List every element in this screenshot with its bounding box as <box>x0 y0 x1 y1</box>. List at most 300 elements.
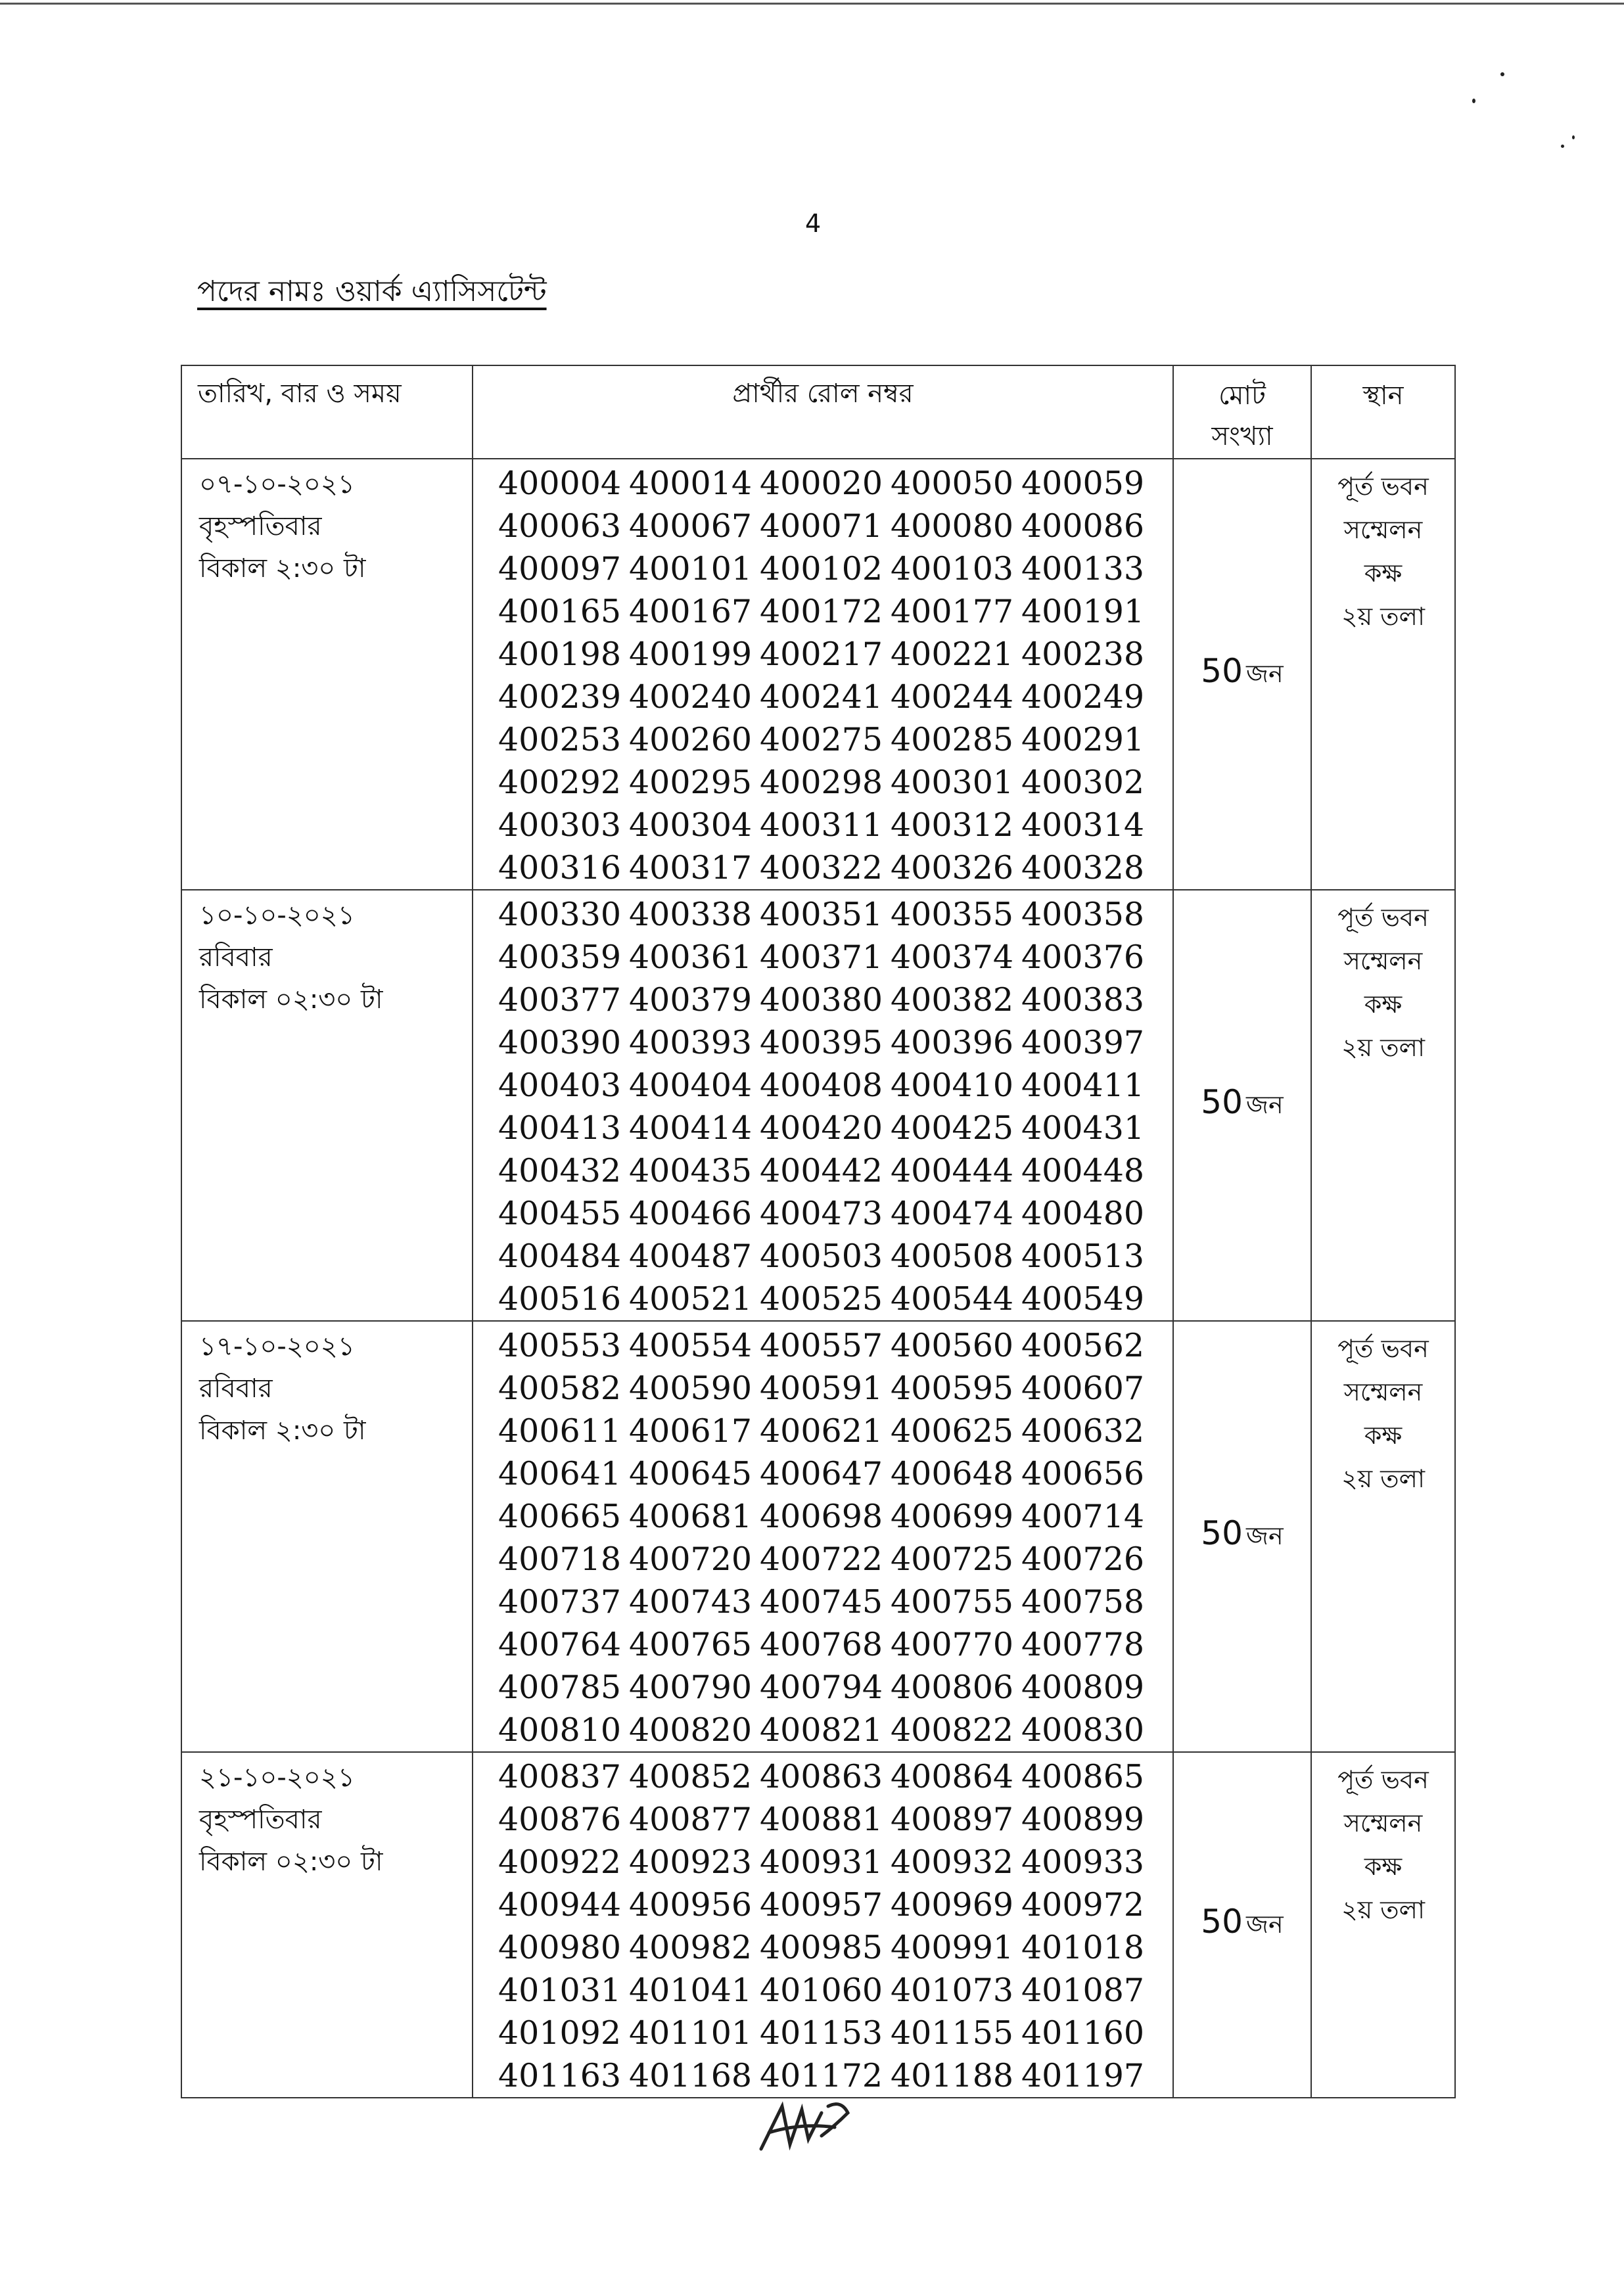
session-row <box>181 459 1455 890</box>
roll-number: 400897 <box>891 1801 1014 1838</box>
roll-number: 400720 <box>629 1540 753 1578</box>
roll-number: 401172 <box>760 2057 883 2094</box>
roll-row <box>498 1192 1172 1235</box>
roll-number: 400379 <box>629 981 753 1019</box>
scan-speck <box>1572 135 1575 139</box>
roll-number: 400291 <box>1021 721 1145 758</box>
roll-number: 400432 <box>498 1152 622 1190</box>
session-time: বিকাল ০২:৩০ টা <box>199 1847 383 1877</box>
session-date: ১০-১০-২০২১ <box>199 900 355 931</box>
roll-row <box>498 1495 1172 1538</box>
roll-number: 400326 <box>891 849 1014 887</box>
session-place-line: কক্ষ <box>1364 990 1403 1019</box>
roll-number: 400317 <box>629 849 753 887</box>
session-place-cell <box>1311 1752 1455 2098</box>
roll-number: 400425 <box>891 1109 1014 1147</box>
roll-number: 400785 <box>498 1669 622 1706</box>
roll-number: 400755 <box>891 1583 1014 1621</box>
roll-number: 400765 <box>629 1626 753 1663</box>
session-count-unit: জন <box>1246 1910 1284 1939</box>
roll-number: 400244 <box>891 678 1014 716</box>
roll-number: 400455 <box>498 1195 622 1232</box>
roll-number: 400582 <box>498 1370 622 1407</box>
roll-number: 400102 <box>760 550 883 588</box>
session-date-cell <box>181 1752 473 2098</box>
roll-number: 400794 <box>760 1669 883 1706</box>
roll-row <box>498 1883 1172 1926</box>
roll-number: 400097 <box>498 550 622 588</box>
roll-number: 400699 <box>891 1498 1014 1535</box>
roll-number: 400298 <box>760 764 883 801</box>
roll-number: 400922 <box>498 1843 622 1881</box>
session-place-line: কক্ষ <box>1364 1421 1403 1450</box>
roll-number: 400080 <box>891 507 1014 545</box>
roll-number: 401168 <box>629 2057 753 2094</box>
roll-number: 400059 <box>1021 465 1145 502</box>
signature-mark <box>756 2087 854 2159</box>
session-count: 50 <box>1201 652 1243 690</box>
session-day: বৃহস্পতিবার <box>199 1805 322 1835</box>
roll-number: 400554 <box>629 1327 753 1364</box>
session-count-unit: জন <box>1246 1521 1284 1550</box>
roll-number: 400877 <box>629 1801 753 1838</box>
roll-row <box>498 1324 1172 1367</box>
roll-number: 400374 <box>891 938 1014 976</box>
session-place-cell <box>1311 459 1455 890</box>
session-place-line: পূর্ত ভবন <box>1337 1765 1429 1794</box>
post-name-heading: পদের নামঃ ওয়ার্ক এ্যাসিসটেন্ট <box>197 275 547 308</box>
roll-row <box>498 1623 1172 1666</box>
roll-number: 400371 <box>760 938 883 976</box>
roll-row <box>498 1064 1172 1107</box>
roll-row <box>498 1538 1172 1581</box>
roll-number: 400295 <box>629 764 753 801</box>
session-place-line: কক্ষ <box>1364 559 1403 588</box>
session-count-cell <box>1173 459 1311 890</box>
roll-number: 401041 <box>629 1972 753 2009</box>
roll-number: 400312 <box>891 806 1014 844</box>
roll-number: 400304 <box>629 806 753 844</box>
roll-number: 400837 <box>498 1758 622 1795</box>
roll-row <box>498 1755 1172 1798</box>
roll-number: 400852 <box>629 1758 753 1795</box>
roll-number: 400648 <box>891 1455 1014 1492</box>
roll-number: 400645 <box>629 1455 753 1492</box>
roll-number: 400521 <box>629 1280 753 1318</box>
roll-number: 400985 <box>760 1929 883 1966</box>
roll-number: 400899 <box>1021 1801 1145 1838</box>
roll-number: 400560 <box>891 1327 1014 1364</box>
roll-number: 400431 <box>1021 1109 1145 1147</box>
roll-number: 400383 <box>1021 981 1145 1019</box>
roll-number: 400390 <box>498 1024 622 1061</box>
roll-number: 400410 <box>891 1067 1014 1104</box>
roll-row <box>498 1926 1172 1969</box>
session-date-cell <box>181 1321 473 1752</box>
session-row <box>181 890 1455 1321</box>
roll-number: 400420 <box>760 1109 883 1147</box>
roll-number: 400726 <box>1021 1540 1145 1578</box>
roll-number: 400253 <box>498 721 622 758</box>
roll-number: 400303 <box>498 806 622 844</box>
roll-number: 400474 <box>891 1195 1014 1232</box>
roll-number: 400050 <box>891 465 1014 502</box>
roll-number: 400881 <box>760 1801 883 1838</box>
session-count: 50 <box>1201 1903 1243 1941</box>
roll-number: 400311 <box>760 806 883 844</box>
roll-row <box>498 1666 1172 1709</box>
roll-row <box>498 1841 1172 1883</box>
roll-number: 400484 <box>498 1237 622 1275</box>
roll-number: 400980 <box>498 1929 622 1966</box>
roll-number: 400790 <box>629 1669 753 1706</box>
roll-row <box>498 1969 1172 2012</box>
roll-number: 400972 <box>1021 1886 1145 1924</box>
roll-number: 400806 <box>891 1669 1014 1706</box>
roll-number: 400328 <box>1021 849 1145 887</box>
session-place-line: ২য় তলা <box>1341 1895 1426 1924</box>
session-date-cell <box>181 890 473 1321</box>
roll-row <box>498 1021 1172 1064</box>
roll-number: 400737 <box>498 1583 622 1621</box>
session-time: বিকাল ২:৩০ টা <box>199 1416 366 1446</box>
session-date: ১৭-১০-২০২১ <box>199 1331 355 1362</box>
roll-number: 400621 <box>760 1412 883 1450</box>
roll-row <box>498 1107 1172 1149</box>
roll-number: 400177 <box>891 593 1014 630</box>
roll-number: 400487 <box>629 1237 753 1275</box>
roll-row <box>498 1367 1172 1410</box>
roll-number: 401092 <box>498 2014 622 2052</box>
roll-numbers-cell <box>473 1752 1173 2098</box>
roll-number: 400611 <box>498 1412 622 1450</box>
roll-number: 400982 <box>629 1929 753 1966</box>
roll-number: 400014 <box>629 465 753 502</box>
roll-number: 400764 <box>498 1626 622 1663</box>
scan-speck <box>1472 99 1475 103</box>
page-number: 4 <box>805 209 822 238</box>
roll-number: 400991 <box>891 1929 1014 1966</box>
roll-number: 400821 <box>760 1711 883 1749</box>
roll-number: 400376 <box>1021 938 1145 976</box>
roll-number: 400743 <box>629 1583 753 1621</box>
session-count-unit: জন <box>1246 1090 1284 1119</box>
roll-number: 400944 <box>498 1886 622 1924</box>
roll-row <box>498 590 1172 633</box>
roll-number: 401188 <box>891 2057 1014 2094</box>
roll-number: 401073 <box>891 1972 1014 2009</box>
roll-number: 401060 <box>760 1972 883 2009</box>
session-date: ২১-১০-২০২১ <box>199 1763 355 1793</box>
roll-number: 400435 <box>629 1152 753 1190</box>
roll-number: 400544 <box>891 1280 1014 1318</box>
roll-row <box>498 505 1172 547</box>
roll-number: 401160 <box>1021 2014 1145 2052</box>
roll-number: 400863 <box>760 1758 883 1795</box>
roll-number: 400020 <box>760 465 883 502</box>
roll-number: 401018 <box>1021 1929 1145 1966</box>
roll-number: 400314 <box>1021 806 1145 844</box>
roll-number: 400665 <box>498 1498 622 1535</box>
sessions-body <box>181 459 1455 2098</box>
roll-number: 400301 <box>891 764 1014 801</box>
roll-number: 400810 <box>498 1711 622 1749</box>
session-day: বৃহস্পতিবার <box>199 511 322 542</box>
roll-row <box>498 547 1172 590</box>
roll-number: 400285 <box>891 721 1014 758</box>
roll-number: 400770 <box>891 1626 1014 1663</box>
roll-number: 400820 <box>629 1711 753 1749</box>
roll-number: 400549 <box>1021 1280 1145 1318</box>
roll-row <box>498 893 1172 936</box>
roll-number: 400553 <box>498 1327 622 1364</box>
session-date: ০৭-১০-২০২১ <box>199 469 355 499</box>
roll-number: 400240 <box>629 678 753 716</box>
roll-number: 400758 <box>1021 1583 1145 1621</box>
roll-number: 400932 <box>891 1843 1014 1881</box>
roll-number: 400396 <box>891 1024 1014 1061</box>
roll-number: 400725 <box>891 1540 1014 1578</box>
roll-number: 400067 <box>629 507 753 545</box>
session-place-line: সম্মেলন <box>1343 1809 1423 1837</box>
roll-number: 400503 <box>760 1237 883 1275</box>
roll-number: 400931 <box>760 1843 883 1881</box>
roll-number: 400260 <box>629 721 753 758</box>
roll-number: 400525 <box>760 1280 883 1318</box>
roll-number: 400191 <box>1021 593 1145 630</box>
roll-number: 400442 <box>760 1152 883 1190</box>
roll-number: 400071 <box>760 507 883 545</box>
session-count-cell <box>1173 1321 1311 1752</box>
roll-number: 400969 <box>891 1886 1014 1924</box>
roll-number: 400647 <box>760 1455 883 1492</box>
roll-number: 400681 <box>629 1498 753 1535</box>
roll-number: 401031 <box>498 1972 622 2009</box>
roll-number: 400101 <box>629 550 753 588</box>
roll-number: 400830 <box>1021 1711 1145 1749</box>
roll-number: 400004 <box>498 465 622 502</box>
roll-number: 400865 <box>1021 1758 1145 1795</box>
roll-number: 400411 <box>1021 1067 1145 1104</box>
roll-number: 400172 <box>760 593 883 630</box>
session-place-line: সম্মেলন <box>1343 946 1423 975</box>
roll-number: 400086 <box>1021 507 1145 545</box>
roll-number: 400404 <box>629 1067 753 1104</box>
session-day: রবিবার <box>199 1374 273 1404</box>
session-place-line: সম্মেলন <box>1343 1377 1423 1406</box>
roll-row <box>498 1149 1172 1192</box>
roll-number: 400414 <box>629 1109 753 1147</box>
roll-number: 401153 <box>760 2014 883 2052</box>
roll-number: 400167 <box>629 593 753 630</box>
roll-number: 400413 <box>498 1109 622 1147</box>
roll-number: 400382 <box>891 981 1014 1019</box>
top-border-line <box>0 3 1624 5</box>
roll-number: 400316 <box>498 849 622 887</box>
roll-number: 400557 <box>760 1327 883 1364</box>
exam-schedule-table <box>181 365 1456 2098</box>
header-date: তারিখ, বার ও সময় <box>181 365 473 459</box>
session-count-cell <box>1173 1752 1311 2098</box>
table-header-row <box>181 365 1455 459</box>
roll-number: 400241 <box>760 678 883 716</box>
scan-speck <box>1561 145 1564 148</box>
roll-number: 400395 <box>760 1024 883 1061</box>
roll-number: 400249 <box>1021 678 1145 716</box>
session-place-line: পূর্ত ভবন <box>1337 903 1429 932</box>
roll-number: 400393 <box>629 1024 753 1061</box>
roll-number: 400444 <box>891 1152 1014 1190</box>
roll-number: 400590 <box>629 1370 753 1407</box>
roll-number: 400632 <box>1021 1412 1145 1450</box>
roll-number: 400408 <box>760 1067 883 1104</box>
roll-number: 400358 <box>1021 896 1145 933</box>
session-date-cell <box>181 459 473 890</box>
roll-number: 400933 <box>1021 1843 1145 1881</box>
session-count-cell <box>1173 890 1311 1321</box>
roll-number: 400562 <box>1021 1327 1145 1364</box>
header-place: স্থান <box>1311 365 1455 459</box>
session-count: 50 <box>1201 1514 1243 1552</box>
roll-number: 400330 <box>498 896 622 933</box>
roll-number: 400473 <box>760 1195 883 1232</box>
roll-number: 401163 <box>498 2057 622 2094</box>
roll-row <box>498 804 1172 846</box>
roll-number: 400448 <box>1021 1152 1145 1190</box>
roll-row <box>498 2012 1172 2054</box>
roll-number: 400641 <box>498 1455 622 1492</box>
roll-number: 400864 <box>891 1758 1014 1795</box>
roll-number: 400292 <box>498 764 622 801</box>
session-place-line: কক্ষ <box>1364 1852 1403 1881</box>
roll-number: 400361 <box>629 938 753 976</box>
roll-number: 400133 <box>1021 550 1145 588</box>
roll-number: 400656 <box>1021 1455 1145 1492</box>
session-place-line: পূর্ত ভবন <box>1337 472 1429 501</box>
session-row <box>181 1321 1455 1752</box>
roll-number: 400957 <box>760 1886 883 1924</box>
session-count: 50 <box>1201 1083 1243 1121</box>
roll-number: 400275 <box>760 721 883 758</box>
roll-number: 400338 <box>629 896 753 933</box>
header-count-line2: সংখ্যা <box>1211 421 1273 451</box>
roll-number: 400239 <box>498 678 622 716</box>
roll-number: 400745 <box>760 1583 883 1621</box>
roll-number: 400322 <box>760 849 883 887</box>
roll-number: 400617 <box>629 1412 753 1450</box>
roll-row <box>498 633 1172 676</box>
roll-number: 400199 <box>629 635 753 673</box>
roll-row <box>498 761 1172 804</box>
roll-number: 400217 <box>760 635 883 673</box>
roll-number: 400466 <box>629 1195 753 1232</box>
session-time: বিকাল ২:৩০ টা <box>199 553 366 584</box>
roll-number: 400397 <box>1021 1024 1145 1061</box>
roll-number: 400063 <box>498 507 622 545</box>
roll-number: 400625 <box>891 1412 1014 1450</box>
roll-number: 400516 <box>498 1280 622 1318</box>
roll-number: 400380 <box>760 981 883 1019</box>
header-rolls: প্রার্থীর রোল নম্বর <box>473 365 1173 459</box>
roll-row <box>498 979 1172 1021</box>
roll-number: 400698 <box>760 1498 883 1535</box>
roll-number: 400722 <box>760 1540 883 1578</box>
roll-number: 400513 <box>1021 1237 1145 1275</box>
roll-number: 401101 <box>629 2014 753 2052</box>
roll-number: 400607 <box>1021 1370 1145 1407</box>
roll-number: 400591 <box>760 1370 883 1407</box>
roll-row <box>498 1581 1172 1623</box>
roll-row <box>498 1410 1172 1452</box>
roll-number: 401197 <box>1021 2057 1145 2094</box>
roll-row <box>498 462 1172 505</box>
roll-number: 400165 <box>498 593 622 630</box>
roll-row <box>498 936 1172 979</box>
roll-number: 400714 <box>1021 1498 1145 1535</box>
session-place-line: পূর্ত ভবন <box>1337 1334 1429 1363</box>
roll-number: 400876 <box>498 1801 622 1838</box>
roll-number: 401155 <box>891 2014 1014 2052</box>
roll-row <box>498 718 1172 761</box>
roll-row <box>498 676 1172 718</box>
header-count <box>1173 365 1311 459</box>
session-place-cell <box>1311 1321 1455 1752</box>
session-place-line: ২য় তলা <box>1341 1033 1426 1062</box>
roll-numbers-cell <box>473 1321 1173 1752</box>
roll-numbers-cell <box>473 459 1173 890</box>
roll-number: 400778 <box>1021 1626 1145 1663</box>
roll-number: 400377 <box>498 981 622 1019</box>
session-place-cell <box>1311 890 1455 1321</box>
roll-number: 400595 <box>891 1370 1014 1407</box>
session-place-line: সম্মেলন <box>1343 515 1423 544</box>
roll-numbers-cell <box>473 890 1173 1321</box>
roll-number: 400198 <box>498 635 622 673</box>
roll-number: 400809 <box>1021 1669 1145 1706</box>
roll-number: 400302 <box>1021 764 1145 801</box>
roll-row <box>498 1709 1172 1751</box>
roll-number: 400822 <box>891 1711 1014 1749</box>
session-time: বিকাল ০২:৩০ টা <box>199 984 383 1015</box>
roll-number: 400923 <box>629 1843 753 1881</box>
header-count-line1: মোট <box>1218 381 1266 411</box>
roll-number: 400718 <box>498 1540 622 1578</box>
roll-number: 400221 <box>891 635 1014 673</box>
session-place-line: ২য় তলা <box>1341 602 1426 631</box>
session-day: রবিবার <box>199 942 273 973</box>
roll-row <box>498 1235 1172 1278</box>
scan-speck <box>1500 72 1504 76</box>
roll-number: 400768 <box>760 1626 883 1663</box>
roll-number: 400103 <box>891 550 1014 588</box>
roll-number: 400956 <box>629 1886 753 1924</box>
roll-row <box>498 846 1172 889</box>
roll-number: 400403 <box>498 1067 622 1104</box>
roll-number: 400351 <box>760 896 883 933</box>
roll-row <box>498 1452 1172 1495</box>
roll-number: 401087 <box>1021 1972 1145 2009</box>
session-count-unit: জন <box>1246 659 1284 688</box>
roll-number: 400238 <box>1021 635 1145 673</box>
roll-number: 400508 <box>891 1237 1014 1275</box>
session-place-line: ২য় তলা <box>1341 1464 1426 1493</box>
roll-number: 400480 <box>1021 1195 1145 1232</box>
roll-row <box>498 1278 1172 1320</box>
roll-number: 400359 <box>498 938 622 976</box>
roll-number: 400355 <box>891 896 1014 933</box>
session-row <box>181 1752 1455 2098</box>
roll-row <box>498 1798 1172 1841</box>
